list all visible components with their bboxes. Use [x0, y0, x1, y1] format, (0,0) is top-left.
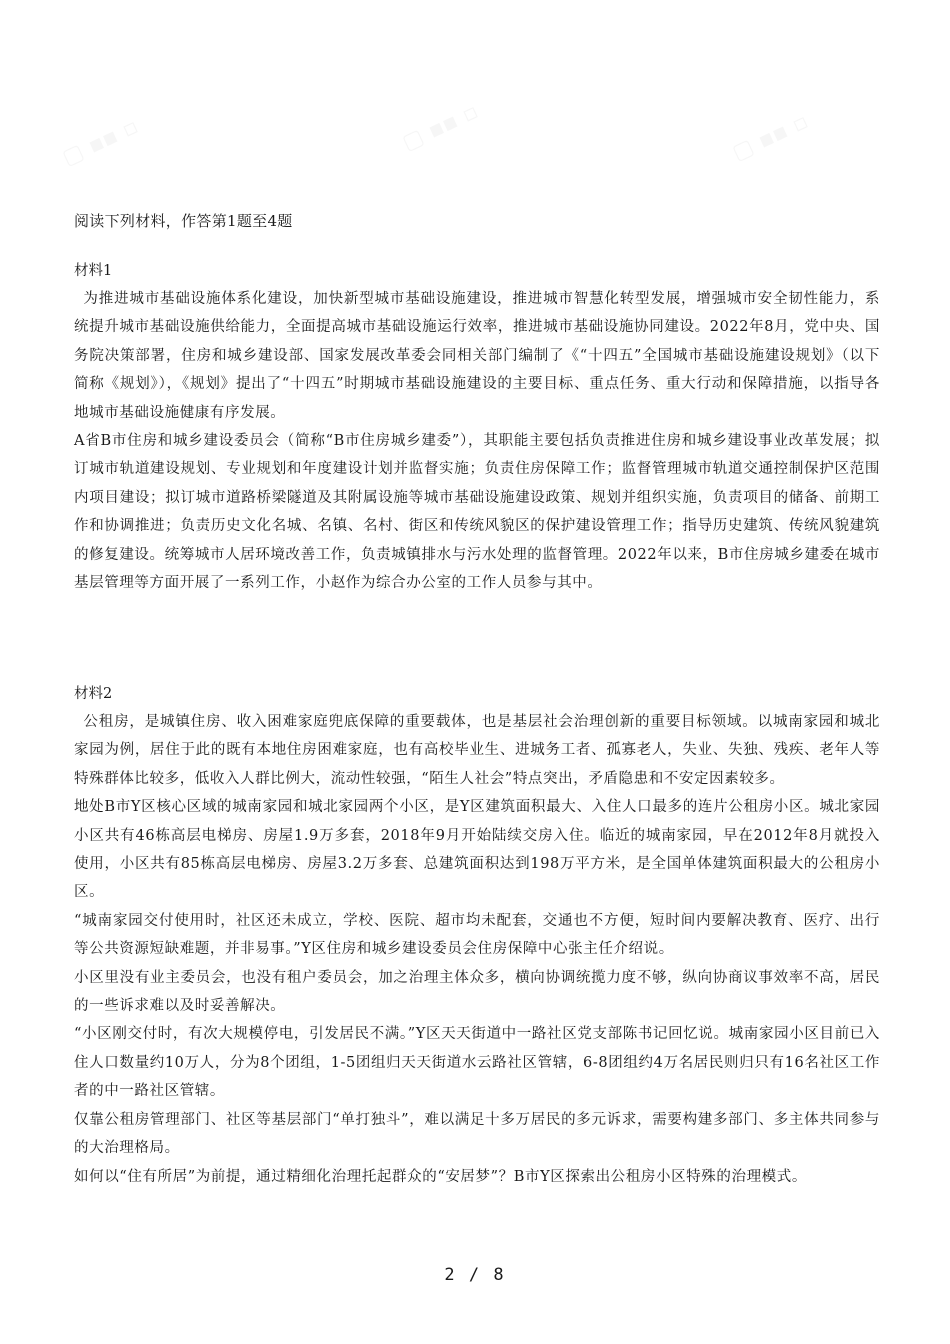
- material-1-paragraph: A省B市住房和城乡建设委员会（简称“B市住房城乡建委”），其职能主要包括负责推进住房和城乡建设事业改革发展；拟订城市轨道建设规划、专业规划和年度建设计划并监督实施；负责住房保障工作；监督管理城市轨道交通控制保护区范围内项目建设；拟订城市道路桥梁隧道及其附属设施等城市基础设施建设政策、规划并组织实施，负责项目的储备、前期工作和协调推进；负责历史文化名城、名镇、名村、街区和传统风貌区的保护建设管理工作；指导历史建筑、传统风貌建筑的修复建设。统筹城市人居环境改善工作，负责城镇排水与污水处理的监督管理。2022年以来，B市住房城乡建委在城市基层管理等方面开展了一系列工作，小赵作为综合办公室的工作人员参与其中。: [74, 433, 880, 592]
- material-2-paragraph: “小区刚交付时，有次大规模停电，引发居民不满。”Y区天天街道中一路社区党支部陈书记回忆说。城南家园小区目前已入住人口数量约10万人，分为8个团组，1-5团组归天天街道水云路社区管辖，6-8团组约4万名居民则归只有16名社区工作者的中一路社区管辖。: [74, 1026, 880, 1100]
- material-2-section: [74, 683, 880, 1191]
- material-2-paragraph: 如何以“住有所居”为前提，通过精细化治理托起群众的“安居梦”？B市Y区探索出公租房小区特殊的治理模式。: [74, 1168, 807, 1185]
- instruction-line: 阅读下列材料，作答第1题至4题: [74, 212, 293, 230]
- material-2-paragraph: 地处B市Y区核心区域的城南家园和城北家园两个小区，是Y区建筑面积最大、入住人口最多的连片公租房小区。城北家园小区共有46栋高层电梯房、房屋1.9万多套，2018年9月开始陆续交房入住。临近的城南家园，早在2012年8月就投入使用，小区共有85栋高层电梯房、房屋3.2万多套、总建筑面积达到198万平方米，是全国单体建筑面积最大的公租房小区。: [74, 799, 880, 901]
- material-2-title: 材料2: [74, 686, 113, 702]
- material-1-paragraph: 为推进城市基础设施体系化建设，加快新型城市基础设施建设，推进城市智慧化转型发展，增强城市安全韧性能力，系统提升城市基础设施供给能力，全面提高城市基础设施运行效率，推进城市基础设施协同建设。2022年8月，党中央、国务院决策部署，住房和城乡建设部、国家发展改革委会同相关部门编制了《“十四五”全国城市基础设施建设规划》（以下简称《规划》），《规划》提出了“十四五”时期城市基础设施建设的主要目标、重点任务、重大行动和保障措施，以指导各地城市基础设施健康有序发展。: [74, 291, 880, 421]
- page-number: 2 / 8: [444, 1265, 506, 1285]
- material-2-paragraph: 小区里没有业主委员会，也没有租户委员会，加之治理主体众多，横向协调统揽力度不够，纵向协商议事效率不高，居民的一些诉求难以及时妥善解决。: [74, 969, 880, 1015]
- material-2-paragraph: “城南家园交付使用时，社区还未成立，学校、医院、超市均未配套，交通也不方便，短时间内要解决教育、医疗、出行等公共资源短缺难题，并非易事。”Y区住房和城乡建设委员会住房保障中心张主任介绍说。: [74, 912, 880, 958]
- watermark: [399, 99, 483, 156]
- material-1-section: [74, 260, 880, 597]
- watermark: [729, 109, 813, 166]
- watermark: [59, 114, 143, 171]
- material-2-paragraph: 公租房，是城镇住房、收入困难家庭兜底保障的重要载体，也是基层社会治理创新的重要目标领域。以城南家园和城北家园为例，居住于此的既有本地住房困难家庭，也有高校毕业生、进城务工者、孤寡老人，失业、失独、残疾、老年人等特殊群体比较多，低收入人群比例大，流动性较强，“陌生人社会”特点突出，矛盾隐患和不安定因素较多。: [74, 714, 880, 787]
- material-1-title: 材料1: [74, 263, 113, 279]
- material-2-paragraph: 仅靠公租房管理部门、社区等基层部门“单打独斗”，难以满足十多万居民的多元诉求，需要构建多部门、多主体共同参与的大治理格局。: [74, 1111, 880, 1157]
